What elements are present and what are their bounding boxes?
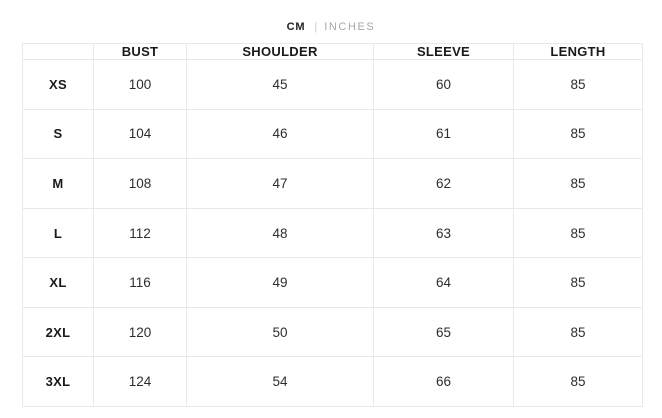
cell-bust: 120	[94, 307, 187, 357]
table-row-2xl	[23, 307, 643, 357]
cell-bust: 100	[94, 60, 187, 110]
header-size-blank	[23, 44, 94, 60]
table-header-row	[23, 44, 643, 60]
cell-sleeve: 66	[374, 357, 514, 407]
cell-shoulder: 45	[187, 60, 374, 110]
cell-sleeve: 64	[374, 258, 514, 308]
header-shoulder: SHOULDER	[187, 44, 374, 60]
size-label: S	[23, 109, 94, 159]
cell-shoulder: 47	[187, 159, 374, 209]
cell-length: 85	[514, 258, 643, 308]
table-row-xs	[23, 60, 643, 110]
table-row-m	[23, 159, 643, 209]
cell-length: 85	[514, 307, 643, 357]
table-row-xl	[23, 258, 643, 308]
size-chart-table	[22, 43, 643, 407]
size-label: M	[23, 159, 94, 209]
table-row-s	[23, 109, 643, 159]
cell-shoulder: 49	[187, 258, 374, 308]
cell-length: 85	[514, 109, 643, 159]
cell-length: 85	[514, 208, 643, 258]
cell-sleeve: 60	[374, 60, 514, 110]
cell-bust: 112	[94, 208, 187, 258]
size-label: L	[23, 208, 94, 258]
size-label: XS	[23, 60, 94, 110]
unit-option-inches[interactable]: INCHES	[324, 21, 376, 34]
unit-toggle-divider: |	[314, 21, 318, 34]
header-length: LENGTH	[514, 44, 643, 60]
unit-option-cm[interactable]: CM	[286, 21, 306, 34]
cell-bust: 116	[94, 258, 187, 308]
cell-sleeve: 63	[374, 208, 514, 258]
cell-sleeve: 65	[374, 307, 514, 357]
cell-shoulder: 50	[187, 307, 374, 357]
cell-length: 85	[514, 60, 643, 110]
cell-bust: 124	[94, 357, 187, 407]
table-row-l	[23, 208, 643, 258]
cell-shoulder: 46	[187, 109, 374, 159]
cell-bust: 104	[94, 109, 187, 159]
cell-sleeve: 61	[374, 109, 514, 159]
header-bust: BUST	[94, 44, 187, 60]
table-row-3xl	[23, 357, 643, 407]
header-sleeve: SLEEVE	[374, 44, 514, 60]
size-label: XL	[23, 258, 94, 308]
size-label: 2XL	[23, 307, 94, 357]
cell-shoulder: 54	[187, 357, 374, 407]
cell-length: 85	[514, 159, 643, 209]
size-label: 3XL	[23, 357, 94, 407]
cell-length: 85	[514, 357, 643, 407]
cell-bust: 108	[94, 159, 187, 209]
cell-shoulder: 48	[187, 208, 374, 258]
unit-toggle	[0, 0, 662, 33]
cell-sleeve: 62	[374, 159, 514, 209]
